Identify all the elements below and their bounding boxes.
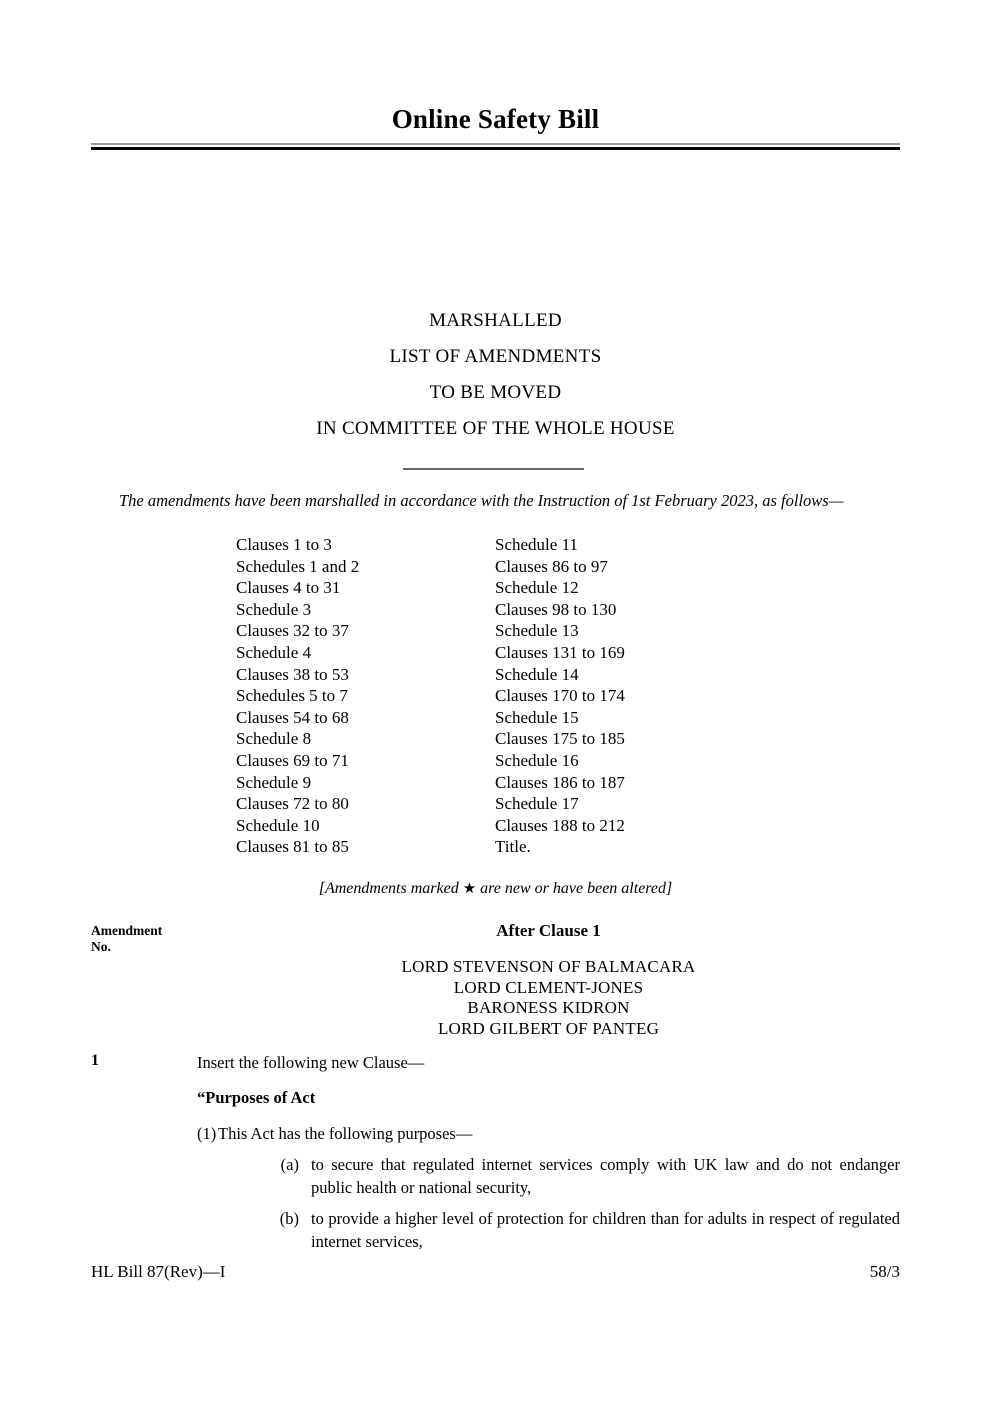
amendment-body [197,1051,900,1253]
sub-paragraph-text: This Act has the following purposes— [218,1124,473,1143]
sponsor-name: BARONESS KIDRON [467,998,630,1017]
star-note-prefix: [Amendments marked [318,880,463,897]
heading-line-2: LIST OF AMENDMENTS [389,346,602,367]
page-title: Online Safety Bill [391,104,600,134]
list-item: Clauses 86 to 97 [495,556,608,576]
list-item: Clauses 1 to 3 [236,535,332,554]
star-icon: ★ [462,881,477,897]
list-item: Schedule 9 [236,772,312,792]
heading-line-3: TO BE MOVED [429,382,562,403]
sponsor-name: LORD GILBERT OF PANTEG [437,1018,660,1038]
list-item: Clauses 4 to 31 [236,578,341,598]
list-item: Clauses 175 to 185 [495,729,625,749]
list-item: Schedule 14 [495,664,579,684]
lettered-item [269,1207,900,1253]
section-separator-rule [403,468,584,470]
list-item: Schedules 1 and 2 [236,556,360,576]
footer-bill-reference: HL Bill 87(Rev)—I [91,1262,226,1281]
marshalled-order-list [236,534,796,858]
sponsor-name: LORD CLEMENT-JONES [453,977,644,997]
footer-page-number: 58/3 [869,1262,900,1281]
section-heading: After Clause 1 [496,921,601,940]
list-item: Schedule 4 [236,642,312,662]
list-item: Clauses 72 to 80 [236,794,349,814]
sub-paragraph-marker: (1) [197,1124,217,1143]
list-item: Clauses 69 to 71 [236,750,349,770]
amendment-instruction: Insert the following new Clause— [197,1053,425,1072]
list-item: Schedule 10 [236,815,320,835]
list-item: Clauses 131 to 169 [495,642,625,662]
lettered-item [269,1153,900,1199]
lettered-item-marker: (a) [280,1155,299,1174]
sub-paragraph [197,1122,900,1145]
list-item: Clauses 186 to 187 [495,772,625,792]
list-item: Schedule 16 [495,750,579,770]
star-note-suffix: are new or have been altered] [476,880,673,897]
list-item: Clauses 54 to 68 [236,707,349,727]
star-legend-note [0,879,991,898]
list-item: Clauses 98 to 130 [495,599,617,619]
list-item: Clauses 81 to 85 [236,837,349,857]
list-item: Schedule 3 [236,599,312,619]
marshalled-list-right-column [495,534,754,858]
heading-line-1: MARSHALLED [429,310,562,331]
list-item: Schedule 13 [495,621,579,641]
sponsor-name: LORD STEVENSON OF BALMACARA [401,957,696,976]
list-item: Title. [495,837,531,857]
amendment-number: 1 [91,1052,99,1069]
lettered-item-text: to secure that regulated internet services comply with UK law and do not endanger public health or national security, [311,1155,900,1197]
marshalled-list-left-column [236,534,495,858]
list-item: Clauses 188 to 212 [495,815,625,835]
amendment-no-label-line1: Amendment [91,923,163,938]
header-rule-thick [91,147,900,150]
list-item: Schedule 15 [495,707,579,727]
sponsor-list [197,957,900,1039]
heading-line-4: IN COMMITTEE OF THE WHOLE HOUSE [316,418,675,439]
marshalled-heading-block [0,303,991,447]
list-item: Clauses 38 to 53 [236,664,349,684]
list-item: Schedules 5 to 7 [236,686,348,706]
list-item: Schedule 17 [495,794,579,814]
amendment-no-label-line2: No. [91,939,111,954]
list-item: Schedule 12 [495,578,579,598]
amendment-no-column-label [91,923,191,955]
list-item: Schedule 11 [495,535,578,554]
instruction-paragraph: The amendments have been marshalled in accordance with the Instruction of 1st February 2023, as follows— [119,491,844,510]
header-double-rule [91,143,900,150]
new-clause-title: “Purposes of Act [197,1088,316,1107]
list-item: Clauses 170 to 174 [495,686,625,706]
list-item: Clauses 32 to 37 [236,621,349,641]
list-item: Schedule 8 [236,729,312,749]
lettered-item-marker: (b) [279,1209,299,1228]
lettered-item-text: to provide a higher level of protection for children than for adults in respect of regulated internet services, [311,1209,900,1251]
